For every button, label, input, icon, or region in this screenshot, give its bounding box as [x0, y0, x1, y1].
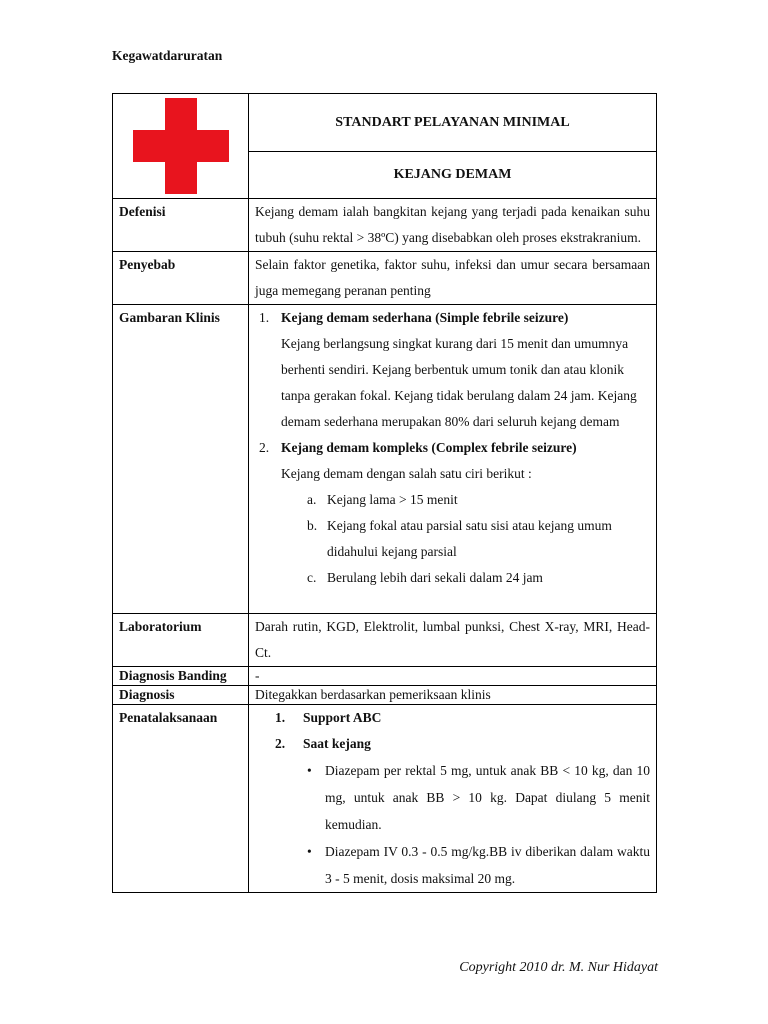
bullet-item: [303, 838, 650, 892]
red-cross-icon: [133, 98, 229, 194]
sub-item: [307, 565, 650, 591]
sub-item: [307, 487, 650, 513]
sub-item-text: Kejang fokal atau parsial satu sisi atau kejang umum didahului kejang parsial: [327, 518, 612, 559]
value-laboratorium: Darah rutin, KGD, Elektrolit, lumbal punksi, Chest X-ray, MRI, Head-Ct.: [249, 614, 657, 667]
label-penatalaksanaan: Penatalaksanaan: [113, 705, 249, 893]
sub-item-letter: b.: [307, 518, 318, 533]
label-definisi: Defenisi: [113, 199, 249, 252]
list-item: [255, 705, 650, 731]
row-definisi: [113, 199, 657, 252]
row-penatalaksanaan: [113, 705, 657, 893]
value-diagnosis: Ditegakkan berdasarkan pemeriksaan klinis: [249, 686, 657, 705]
list-item: [255, 731, 650, 757]
sub-item-text: Berulang lebih dari sekali dalam 24 jam: [327, 570, 543, 585]
logo-cell: [113, 94, 249, 199]
item-number: 2.: [259, 440, 270, 455]
value-penatalaksanaan: [249, 705, 657, 893]
label-diagnosis: Diagnosis: [113, 686, 249, 705]
list-item: [255, 305, 650, 435]
label-penyebab: Penyebab: [113, 252, 249, 305]
bullet-item: [303, 757, 650, 838]
item-number: 1.: [275, 710, 286, 725]
label-gambaran-klinis: Gambaran Klinis: [113, 305, 249, 614]
item-number: 1.: [259, 310, 270, 325]
sub-list: [307, 487, 650, 591]
label-laboratorium: Laboratorium: [113, 614, 249, 667]
label-diagnosis-banding: Diagnosis Banding: [113, 667, 249, 686]
bullet-dot-icon: •: [307, 844, 312, 859]
spm-table: [112, 93, 657, 893]
bullet-dot-icon: •: [307, 763, 312, 778]
bullet-list: [303, 757, 650, 892]
sub-item: [307, 513, 650, 565]
item-text: Saat kejang: [303, 736, 371, 751]
row-penyebab: [113, 252, 657, 305]
item-description: Kejang berlangsung singkat kurang dari 15 menit dan umumnya berhenti sendiri. Kejang berbentuk umum tonik dan atau klonik tanpa gerakan fokal. Kejang tidak berulang dalam 24 jam. Kejang demam sederhana merupakan 80% dari seluruh kejang demam: [281, 336, 637, 429]
penatalaksanaan-list: [255, 705, 650, 757]
item-number: 2.: [275, 736, 286, 751]
bullet-text: Diazepam per rektal 5 mg, untuk anak BB < 10 kg, dan 10 mg, untuk anak BB > 10 kg. Dapat diulang 5 menit kemudian.: [325, 763, 650, 832]
sub-item-letter: c.: [307, 570, 317, 585]
bullet-text: Diazepam IV 0.3 - 0.5 mg/kg.BB iv diberikan dalam waktu 3 - 5 menit, dosis maksimal 20 mg.: [325, 844, 650, 886]
item-title: Kejang demam kompleks (Complex febrile seizure): [281, 440, 577, 455]
gambaran-list: [255, 305, 650, 591]
document-header: Kegawatdaruratan: [112, 48, 223, 63]
sub-item-text: Kejang lama > 15 menit: [327, 492, 458, 507]
value-gambaran-klinis: [249, 305, 657, 614]
value-penyebab: Selain faktor genetika, faktor suhu, infeksi dan umur secara bersamaan juga memegang peranan penting: [249, 252, 657, 305]
document-title: STANDART PELAYANAN MINIMAL: [249, 94, 657, 152]
document-subtitle: KEJANG DEMAM: [249, 152, 657, 199]
value-definisi: Kejang demam ialah bangkitan kejang yang terjadi pada kenaikan suhu tubuh (suhu rektal > 38ºC) yang disebabkan oleh proses ekstrakranium.: [249, 199, 657, 252]
item-description: Kejang demam dengan salah satu ciri berikut :: [281, 466, 532, 481]
row-gambaran-klinis: [113, 305, 657, 614]
row-laboratorium: [113, 614, 657, 667]
row-diagnosis: [113, 686, 657, 705]
copyright-footer: Copyright 2010 dr. M. Nur Hidayat: [459, 960, 658, 975]
list-item: [255, 435, 650, 591]
item-text: Support ABC: [303, 710, 382, 725]
sub-item-letter: a.: [307, 492, 317, 507]
value-diagnosis-banding: -: [249, 667, 657, 686]
row-diagnosis-banding: [113, 667, 657, 686]
item-title: Kejang demam sederhana (Simple febrile seizure): [281, 310, 569, 325]
